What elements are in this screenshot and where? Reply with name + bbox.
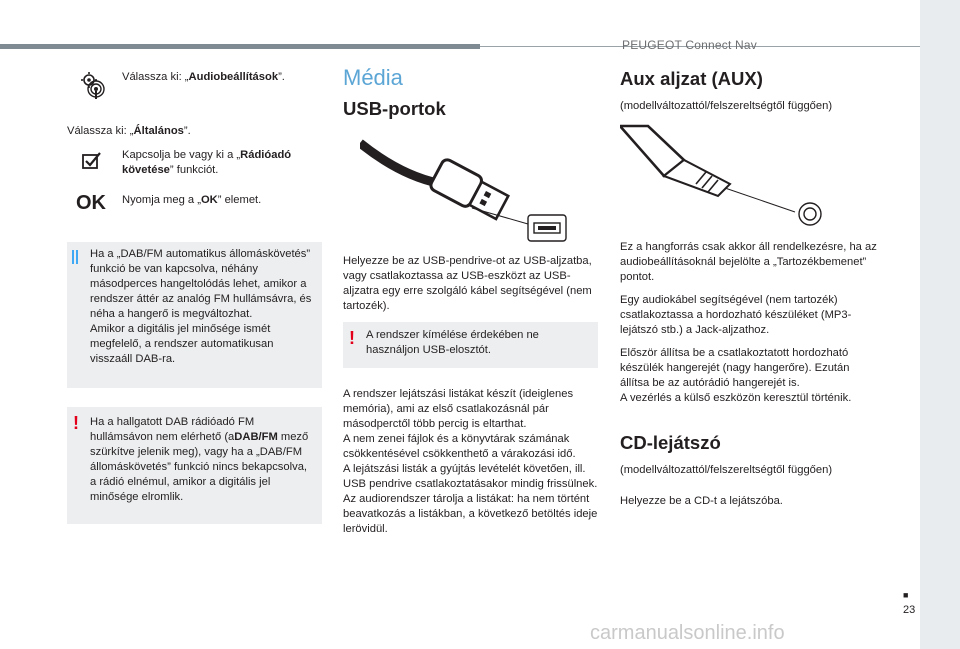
- heading-usb-ports: USB-portok: [343, 98, 446, 119]
- step-select-general: Válassza ki: „Általános”.: [67, 125, 191, 137]
- playlist-text: A lejátszási listák a gyújtás levételét követően, ill. USB pendrive csatlakoztatásakor mindig frissülnek. Az audiorendszer tárolja a listákat: ha nem történt beavatkozás a listákban, a következő betöltés ideje lerövidül.: [343, 463, 598, 535]
- warning-box-dab: [67, 407, 322, 524]
- info-box-dab-fm: [67, 242, 322, 388]
- cd-availability-note: (modellváltozattól/felszereltségtől függően): [620, 464, 833, 476]
- aux-text: Ez a hangforrás csak akkor áll rendelkezésre, ha az audiobeállításoknál bejelölte a „Tartozékbemenet” pontot.: [620, 241, 877, 283]
- playlist-text: A rendszer lejátszási listákat készít (ideiglenes memória), ami az első csatlakozásnál pár másodperctől több percig is eltarthat.: [343, 388, 574, 430]
- heading-aux-socket: Aux aljzat (AUX): [620, 68, 763, 89]
- aux-availability-note: (modellváltozattól/felszereltségtől függően): [620, 100, 833, 112]
- page-header-title: PEUGEOT Connect Nav: [622, 38, 757, 52]
- jack-plug-illustration: [620, 120, 830, 230]
- aux-text: Egy audiokábel segítségével (nem tartozék) csatlakoztassa a hordozható készüléket (MP3-lejátszó stb.) a Jack-aljzathoz.: [620, 294, 852, 336]
- cd-instruction-text: Helyezze be a CD-t a lejátszóba.: [620, 495, 783, 507]
- settings-touch-icon: [78, 70, 108, 100]
- checkbox-toggle-icon: [82, 152, 102, 170]
- watermark-text: carmanualsonline.info: [590, 622, 785, 644]
- step-select-audio-settings: Válassza ki: „Audiobeállítások”.: [122, 71, 285, 83]
- page-number: 23: [903, 604, 916, 616]
- page-side-margin: [920, 0, 960, 649]
- section-title-media: Média: [343, 65, 403, 90]
- usb-connector-illustration: [360, 135, 575, 245]
- warning-exclamation-icon: !: [349, 328, 355, 348]
- step-toggle-station-follow: Kapcsolja be vagy ki a „Rádióadó követése” funkciót.: [122, 149, 292, 176]
- step-press-ok: Nyomja meg a „OK” elemet.: [122, 194, 262, 206]
- heading-cd-player: CD-lejátszó: [620, 432, 721, 453]
- ok-icon: OK: [76, 192, 106, 214]
- warning-box-usb-hub: [343, 322, 598, 368]
- warning-text: Ha a hallgatott DAB rádióadó FM hullámsávon nem elérhető (aDAB/FM mező szürkítve jelenik meg), vagy ha a „DAB/FM állomáskövetés” funkció nincs bekapcsolva, a rádió elnémul, amikor a digitális jel minősége elromlik.: [90, 416, 309, 503]
- header-rule: [0, 44, 480, 49]
- aux-text: Először állítsa be a csatlakoztatott hordozható készülék hangerejét (nagy hangerőre). Ezután állítsa be az autórádió hangerejét is.: [620, 347, 850, 389]
- warning-exclamation-icon: !: [73, 413, 79, 433]
- warning-text: A rendszer kímélése érdekében ne használjon USB-elosztót.: [366, 329, 539, 356]
- info-text: Ha a „DAB/FM automatikus állomáskövetés” funkció be van kapcsolva, néhány másodperces hangeltolódás lehet, amikor a rendszer áttér az analóg FM hullámsávra, és néha a hangerő is megváltozhat.: [90, 248, 312, 320]
- page-end-mark: ■: [903, 590, 909, 600]
- info-text: Amikor a digitális jel minősége ismét megfelelő, a rendszer automatikusan visszaáll DAB-ra.: [90, 323, 274, 365]
- aux-text: A vezérlés a külső eszközön keresztül történik.: [620, 392, 852, 404]
- playlist-text: A nem zenei fájlok és a könyvtárak számának csökkentésével csökkenthető a várakozási idő.: [343, 433, 576, 460]
- usb-instruction-text: Helyezze be az USB-pendrive-ot az USB-aljzatba, vagy csatlakoztassa az USB-eszközt az USB-aljzatra egy erre szolgáló kábel segítségével (nem tartozék).: [343, 255, 592, 312]
